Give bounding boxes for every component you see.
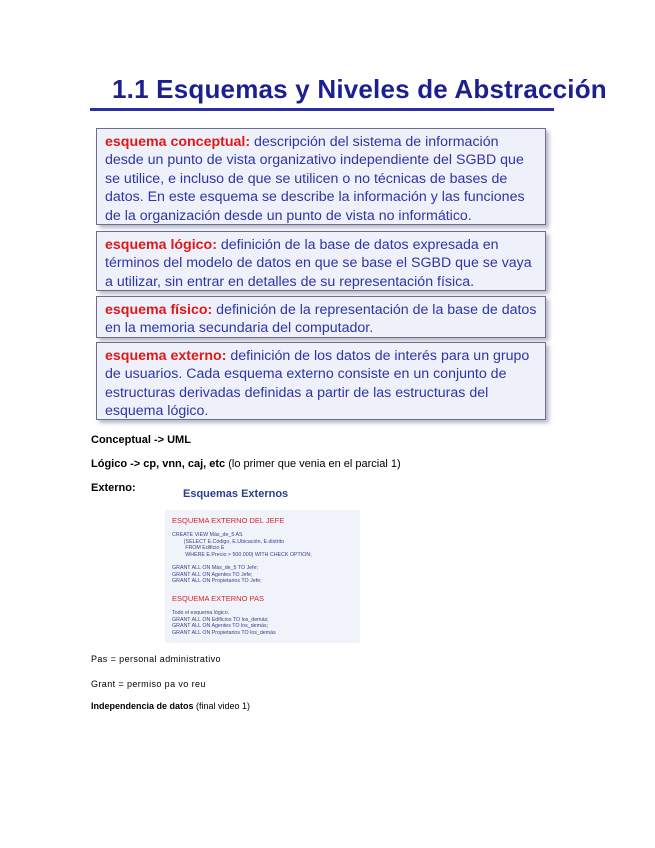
term-externo: esquema externo: (105, 348, 227, 364)
term-logico: esquema lógico: (105, 237, 217, 253)
external-code-pas: Todo el esquema lógico. GRANT ALL ON Edificios TO los_demás; GRANT ALL ON Agentes TO los_demás; GRANT ALL ON Propietarios TO los_demás (172, 610, 276, 636)
definition-externo: definición de los datos de interés para un grupo de usuarios. Cada esquema externo consiste en un conjunto de estructuras derivadas definidas a partir de las estructuras del esquema lógico. (105, 348, 530, 420)
external-section-jefe: ESQUEMA EXTERNO DEL JEFE (172, 516, 285, 525)
note-externo-label: Externo: (91, 482, 136, 494)
note-grant: Grant = permiso pa vo reu (91, 679, 206, 689)
external-section-pas: ESQUEMA EXTERNO PAS (172, 594, 264, 603)
external-schema-image (165, 478, 360, 643)
note-independencia-bold: Independencia de datos (91, 701, 194, 711)
note-conceptual (91, 434, 191, 446)
note-externo (91, 482, 136, 494)
definition-logico: definición de la base de datos expresada en términos del modelo de datos en que se base el SGBD que se vaya a utilizar, sin entrar en detalles de su representación física. (105, 237, 532, 290)
note-pas: Pas = personal administrativo (91, 654, 221, 664)
definition-fisico: definición de la representación de la base de datos en la memoria secundaria del computador. (105, 302, 537, 337)
term-fisico: esquema físico: (105, 302, 213, 318)
definition-conceptual: descripción del sistema de información desde un punto de vista organizativo independiente del SGBD que se utilice, e incluso de que se utilicen o no técnicas de bases de datos. En este esquema se describe la información y las funciones de la organización desde un punto de vista no informático. (105, 134, 525, 224)
title-underline (90, 108, 554, 111)
external-code-jefe: CREATE VIEW Más_de_5 AS (SELECT E.Código, E.Ubicación, E.distrito FROM Edificio E WHERE E.Precio > 500.000) WITH CHECK OPTION; GRANT ALL ON Más_de_5 TO Jefe; GRANT ALL ON Agentes TO Jefe; GRANT ALL ON Propietarios TO Jefe; (172, 532, 312, 585)
note-conceptual-text: Conceptual -> UML (91, 434, 191, 446)
note-independencia-rest: (final video 1) (193, 701, 251, 711)
note-logico-bold: Lógico -> cp, vnn, caj, etc (91, 458, 226, 470)
note-logico-rest: (lo primer que venia en el parcial 1) (225, 458, 401, 470)
note-logico (91, 458, 401, 470)
definition-box-conceptual (96, 128, 546, 225)
term-conceptual: esquema conceptual: (105, 134, 251, 150)
definition-box-fisico (96, 296, 546, 338)
definition-box-logico (96, 231, 546, 291)
external-image-heading: Esquemas Externos (183, 488, 289, 500)
page-title: 1.1 Esquemas y Niveles de Abstracción (112, 74, 607, 104)
definition-box-externo (96, 342, 546, 420)
note-independencia (91, 701, 250, 711)
